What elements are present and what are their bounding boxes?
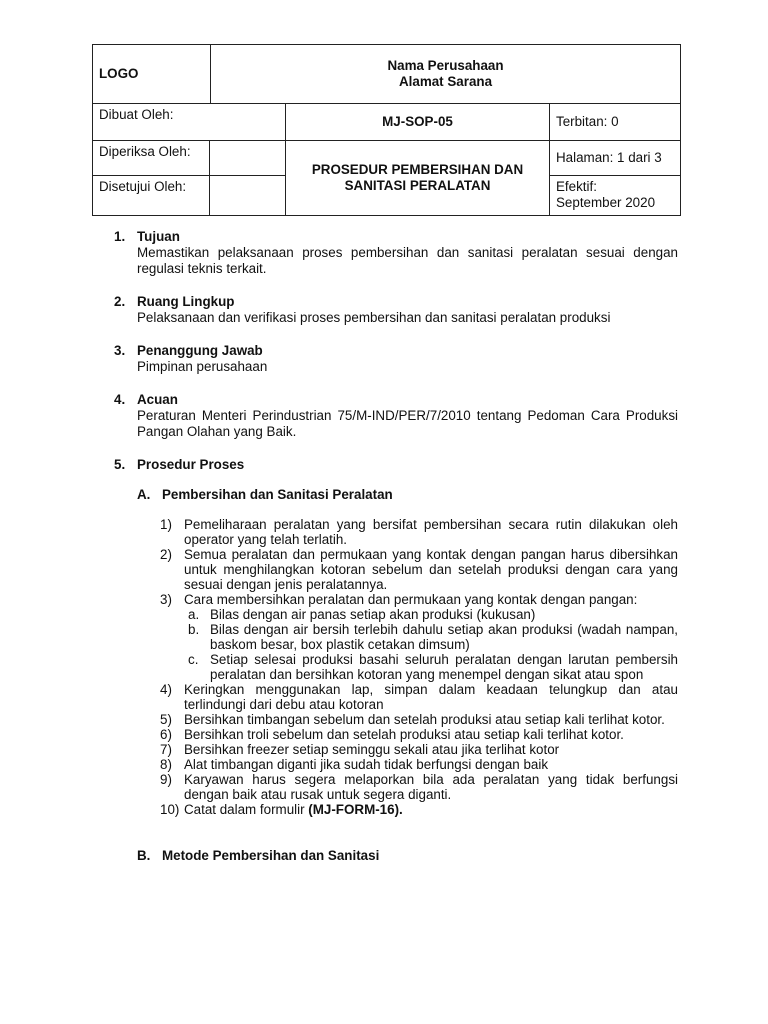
list-item: 8) Alat timbangan diganti jika sudah tidak berfungsi dengan baik: [160, 757, 549, 772]
section-responsible: [100, 343, 678, 375]
section-number: 4.: [114, 392, 126, 407]
section-scope: [100, 294, 678, 326]
list-item: 1) Pemeliharaan peralatan yang bersifat pembersihan secara rutin dilakukan oleh operator yang telah terlatih.: [160, 517, 678, 547]
list-item: 4) Keringkan menggunakan lap, simpan dalam keadaan telungkup dan atau terlindungi dari debu atau kotoran: [160, 682, 678, 712]
list-item: b. Bilas dengan air bersih terlebih dahulu setiap akan produksi (wadah nampan, baskom besar, box plastik cetakan dimsum): [188, 622, 678, 652]
section-title: Penanggung Jawab: [137, 343, 263, 358]
section-text: Pimpinan perusahaan: [137, 359, 268, 374]
company-address: Alamat Sarana: [398, 74, 493, 89]
section-text: Pelaksanaan dan verifikasi proses pembersihan dan sanitasi peralatan produksi: [137, 310, 611, 325]
made-by-label: Dibuat Oleh:: [93, 104, 286, 141]
list-item: a. Bilas dengan air panas setiap akan produksi (kukusan): [188, 607, 536, 622]
section-number: 2.: [114, 294, 126, 309]
checked-by-signature: [210, 141, 285, 175]
list-item: 9) Karyawan harus segera melaporkan bila ada peralatan yang tidak berfungsi dengan baik atau rusak untuk segera diganti.: [160, 772, 678, 802]
cleaning-substeps-list: [184, 607, 678, 682]
section-title: Tujuan: [137, 229, 180, 244]
subsection-b-heading: [100, 848, 678, 864]
section-title: Ruang Lingkup: [137, 294, 235, 309]
effective-date: September 2020: [556, 195, 656, 210]
list-item: 10) Catat dalam formulir (MJ-FORM-16).: [160, 802, 403, 817]
section-text: Memastikan pelaksanaan proses pembersihan dan sanitasi peralatan sesuai dengan regulasi teknis terkait.: [137, 245, 678, 276]
section-title: Prosedur Proses: [137, 457, 245, 472]
form-reference: (MJ-FORM-16).: [308, 802, 403, 817]
subsection-letter: B.: [137, 848, 151, 863]
section-number: 1.: [114, 229, 126, 244]
subsection-title: Pembersihan dan Sanitasi Peralatan: [162, 487, 393, 502]
section-purpose: [100, 229, 678, 277]
checked-by-cell: [93, 141, 286, 176]
cleaning-steps-list: [100, 517, 678, 817]
list-item: 7) Bersihkan freezer setiap seminggu sekali atau jika terlihat kotor: [160, 742, 560, 757]
document-header-table: [92, 44, 681, 216]
page-number: Halaman: 1 dari 3: [550, 141, 681, 176]
document-body: [100, 229, 678, 864]
list-item: 5) Bersihkan timbangan sebelum dan setelah produksi atau setiap kali terlihat kotor.: [160, 712, 665, 727]
logo-placeholder: LOGO: [93, 45, 211, 104]
effective-date-cell: [550, 176, 681, 216]
approved-by-cell: [93, 176, 286, 216]
list-item: c. Setiap selesai produksi basahi seluruh peralatan dengan larutan pembersih peralatan dan bersihkan kotoran yang menempel dengan sikat atau spon: [188, 652, 678, 682]
doc-title: PROSEDUR PEMBERSIHAN DAN SANITASI PERALATAN: [286, 141, 550, 216]
issue-number: Terbitan: 0: [550, 104, 681, 141]
section-title: Acuan: [137, 392, 178, 407]
approved-by-label: Disetujui Oleh:: [93, 176, 210, 215]
section-text: Peraturan Menteri Perindustrian 75/M-IND/PER/7/2010 tentang Pedoman Cara Produksi Pangan Olahan yang Baik.: [137, 408, 678, 439]
subsection-letter: A.: [137, 487, 151, 502]
subsection-title: Metode Pembersihan dan Sanitasi: [162, 848, 380, 863]
doc-code: MJ-SOP-05: [286, 104, 550, 141]
section-reference: [100, 392, 678, 440]
list-item: 6) Bersihkan troli sebelum dan setelah produksi atau setiap kali terlihat kotor.: [160, 727, 624, 742]
list-item: 3) Cara membersihkan peralatan dan permukaan yang kontak dengan pangan: a. Bilas dengan air panas setiap akan produksi (kukusan) b. Bilas dengan air bersih terlebih dahulu setiap akan produksi (wadah nampan, baskom besar, box plastik cetakan dimsum) c. Setiap selesai produksi basahi seluruh peralatan dengan larutan pembersih peralatan dan bersihkan kotoran yang menempel dengan sikat atau spon: [160, 592, 678, 682]
checked-by-label: Diperiksa Oleh:: [93, 141, 210, 175]
section-number: 3.: [114, 343, 126, 358]
effective-label: Efektif:: [556, 179, 597, 194]
approved-by-signature: [210, 176, 285, 215]
list-item: 2) Semua peralatan dan permukaan yang kontak dengan pangan harus dibersihkan untuk menghilangkan kotoran sebelum dan setelah produksi dengan cara yang sesuai dengan jenis peralatannya.: [160, 547, 678, 592]
section-number: 5.: [114, 457, 126, 472]
section-procedure: [100, 457, 678, 473]
company-name: Nama Perusahaan: [387, 58, 504, 73]
company-info: [211, 45, 681, 104]
subsection-a-heading: [100, 487, 678, 503]
